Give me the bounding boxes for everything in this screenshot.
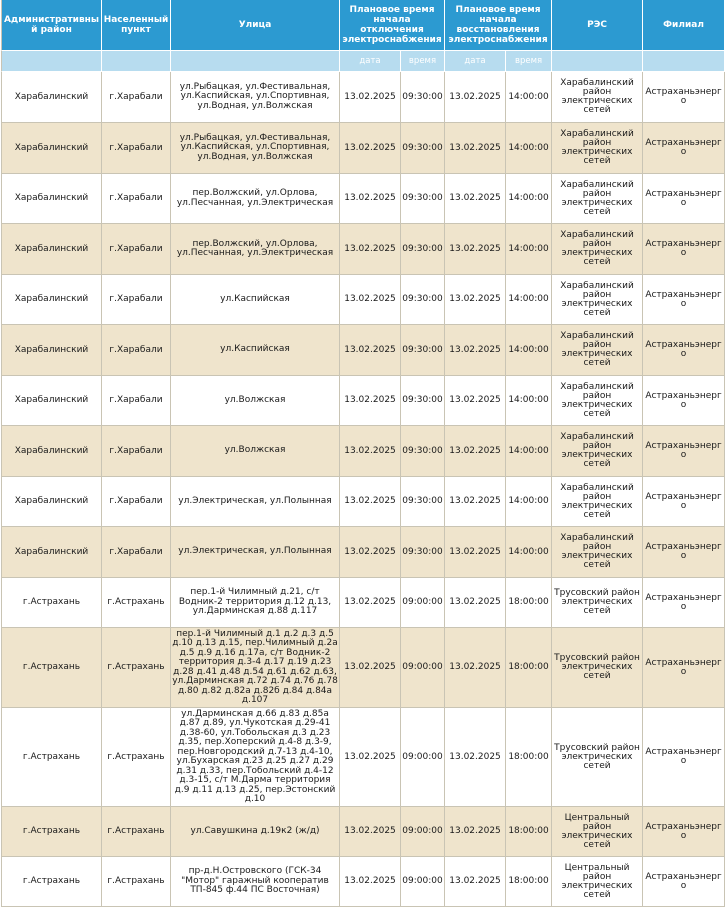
cell-street: пр-д.Н.Островского (ГСК-34 "Мотор" гаражный кооператив ТП-845 ф.44 ПС Восточная) xyxy=(171,857,340,907)
cell-district: Харабалинский xyxy=(1,376,102,426)
cell-on-time: 14:00:00 xyxy=(506,224,552,275)
cell-on-date: 13.02.2025 xyxy=(445,275,506,325)
cell-off-date: 13.02.2025 xyxy=(340,578,401,628)
cell-off-time: 09:30:00 xyxy=(401,72,445,123)
subheader-off-date: дата xyxy=(340,51,401,72)
table-row xyxy=(1,224,725,275)
cell-district: г.Астрахань xyxy=(1,807,102,857)
cell-res: Харабалинский район электрических сетей xyxy=(552,477,643,527)
cell-on-date: 13.02.2025 xyxy=(445,123,506,174)
cell-on-time: 14:00:00 xyxy=(506,123,552,174)
cell-district: Харабалинский xyxy=(1,426,102,477)
cell-district: г.Астрахань xyxy=(1,628,102,708)
cell-district: Харабалинский xyxy=(1,174,102,224)
table-row xyxy=(1,325,725,376)
cell-on-time: 14:00:00 xyxy=(506,376,552,426)
cell-locality: г.Астрахань xyxy=(102,578,171,628)
subheader-blank xyxy=(1,51,102,72)
cell-off-time: 09:00:00 xyxy=(401,578,445,628)
cell-off-time: 09:00:00 xyxy=(401,708,445,807)
cell-on-date: 13.02.2025 xyxy=(445,807,506,857)
cell-branch: Астраханьэнерго xyxy=(643,578,725,628)
cell-branch: Астраханьэнерго xyxy=(643,224,725,275)
subheader-row xyxy=(1,51,725,72)
cell-district: г.Астрахань xyxy=(1,857,102,907)
cell-branch: Астраханьэнерго xyxy=(643,376,725,426)
header-off-time: Плановое время начала отключения электроснабжения xyxy=(340,0,445,51)
cell-branch: Астраханьэнерго xyxy=(643,275,725,325)
cell-street: ул.Каспийская xyxy=(171,275,340,325)
cell-street: ул.Волжская xyxy=(171,426,340,477)
cell-on-time: 18:00:00 xyxy=(506,578,552,628)
cell-district: г.Астрахань xyxy=(1,578,102,628)
cell-street: ул.Рыбацкая, ул.Фестивальная, ул.Каспийская, ул.Спортивная, ул.Водная, ул.Волжская xyxy=(171,72,340,123)
cell-street: ул.Электрическая, ул.Полынная xyxy=(171,527,340,578)
cell-on-date: 13.02.2025 xyxy=(445,224,506,275)
table-row xyxy=(1,628,725,708)
cell-street: пер.1-й Чилимный д.21, с/т Водник-2 территория д.12 д.13, ул.Дарминская д.88 д.117 xyxy=(171,578,340,628)
table-row xyxy=(1,578,725,628)
cell-branch: Астраханьэнерго xyxy=(643,628,725,708)
cell-street: ул.Каспийская xyxy=(171,325,340,376)
cell-branch: Астраханьэнерго xyxy=(643,174,725,224)
cell-on-time: 14:00:00 xyxy=(506,527,552,578)
cell-off-date: 13.02.2025 xyxy=(340,857,401,907)
cell-branch: Астраханьэнерго xyxy=(643,123,725,174)
table-row xyxy=(1,376,725,426)
cell-on-time: 14:00:00 xyxy=(506,426,552,477)
table-row xyxy=(1,174,725,224)
cell-locality: г.Харабали xyxy=(102,325,171,376)
subheader-blank xyxy=(552,51,643,72)
cell-locality: г.Харабали xyxy=(102,275,171,325)
cell-district: Харабалинский xyxy=(1,325,102,376)
subheader-on-date: дата xyxy=(445,51,506,72)
cell-district: Харабалинский xyxy=(1,224,102,275)
cell-locality: г.Харабали xyxy=(102,174,171,224)
cell-locality: г.Астрахань xyxy=(102,628,171,708)
header-res: РЭС xyxy=(552,0,643,51)
table-row xyxy=(1,123,725,174)
cell-on-date: 13.02.2025 xyxy=(445,376,506,426)
cell-res: Харабалинский район электрических сетей xyxy=(552,174,643,224)
cell-on-date: 13.02.2025 xyxy=(445,527,506,578)
cell-locality: г.Астрахань xyxy=(102,708,171,807)
cell-locality: г.Астрахань xyxy=(102,857,171,907)
cell-district: г.Астрахань xyxy=(1,708,102,807)
cell-on-date: 13.02.2025 xyxy=(445,325,506,376)
cell-off-date: 13.02.2025 xyxy=(340,72,401,123)
cell-res: Центральный район электрических сетей xyxy=(552,857,643,907)
cell-branch: Астраханьэнерго xyxy=(643,72,725,123)
table-row xyxy=(1,426,725,477)
table-row xyxy=(1,708,725,807)
cell-street: ул.Волжская xyxy=(171,376,340,426)
cell-street: пер.1-й Чилимный д.1 д.2 д.3 д.5 д.10 д.13 д.15, пер.Чилимный д.2а д.5 д.9 д.16 д.17а, с/т Водник-2 территория д.3-4 д.17 д.19 д.23 д.28 д.41 д.48 д.54 д.61 д.62 д.63, ул.Дарминская д.72 д.74 д.76 д.78 д.80 д.82 д.82а д.82б д.84 д.84а д.107 xyxy=(171,628,340,708)
cell-on-time: 18:00:00 xyxy=(506,628,552,708)
cell-on-date: 13.02.2025 xyxy=(445,174,506,224)
cell-on-time: 14:00:00 xyxy=(506,174,552,224)
cell-off-date: 13.02.2025 xyxy=(340,807,401,857)
cell-off-time: 09:30:00 xyxy=(401,325,445,376)
cell-off-time: 09:30:00 xyxy=(401,426,445,477)
cell-off-date: 13.02.2025 xyxy=(340,123,401,174)
cell-off-time: 09:30:00 xyxy=(401,174,445,224)
cell-street: пер.Волжский, ул.Орлова, ул.Песчанная, ул.Электрическая xyxy=(171,224,340,275)
cell-res: Харабалинский район электрических сетей xyxy=(552,275,643,325)
cell-on-time: 14:00:00 xyxy=(506,477,552,527)
cell-off-date: 13.02.2025 xyxy=(340,174,401,224)
cell-on-date: 13.02.2025 xyxy=(445,857,506,907)
cell-on-time: 18:00:00 xyxy=(506,708,552,807)
subheader-off-time: время xyxy=(401,51,445,72)
table-row xyxy=(1,477,725,527)
cell-off-date: 13.02.2025 xyxy=(340,325,401,376)
cell-off-date: 13.02.2025 xyxy=(340,224,401,275)
cell-locality: г.Астрахань xyxy=(102,807,171,857)
cell-street: ул.Рыбацкая, ул.Фестивальная, ул.Каспийская, ул.Спортивная, ул.Водная, ул.Волжская xyxy=(171,123,340,174)
cell-off-time: 09:30:00 xyxy=(401,224,445,275)
cell-branch: Астраханьэнерго xyxy=(643,325,725,376)
cell-on-date: 13.02.2025 xyxy=(445,578,506,628)
cell-res: Харабалинский район электрических сетей xyxy=(552,325,643,376)
outage-table xyxy=(1,0,725,907)
cell-district: Харабалинский xyxy=(1,275,102,325)
cell-off-date: 13.02.2025 xyxy=(340,275,401,325)
table-row xyxy=(1,72,725,123)
cell-locality: г.Харабали xyxy=(102,477,171,527)
cell-district: Харабалинский xyxy=(1,123,102,174)
header-branch: Филиал xyxy=(643,0,725,51)
cell-on-date: 13.02.2025 xyxy=(445,426,506,477)
header-restore-time: Плановое время начала восстановления электроснабжения xyxy=(445,0,552,51)
cell-on-date: 13.02.2025 xyxy=(445,477,506,527)
cell-street: ул.Савушкина д.19к2 (ж/д) xyxy=(171,807,340,857)
cell-res: Центральный район электрических сетей xyxy=(552,807,643,857)
cell-res: Трусовский район электрических сетей xyxy=(552,708,643,807)
subheader-blank xyxy=(643,51,725,72)
header-locality: Населенный пункт xyxy=(102,0,171,51)
cell-district: Харабалинский xyxy=(1,477,102,527)
cell-branch: Астраханьэнерго xyxy=(643,708,725,807)
cell-off-time: 09:30:00 xyxy=(401,477,445,527)
cell-on-time: 18:00:00 xyxy=(506,857,552,907)
cell-on-date: 13.02.2025 xyxy=(445,708,506,807)
cell-on-time: 14:00:00 xyxy=(506,72,552,123)
cell-on-time: 14:00:00 xyxy=(506,325,552,376)
cell-branch: Астраханьэнерго xyxy=(643,527,725,578)
cell-street: пер.Волжский, ул.Орлова, ул.Песчанная, ул.Электрическая xyxy=(171,174,340,224)
cell-off-time: 09:00:00 xyxy=(401,807,445,857)
cell-on-time: 14:00:00 xyxy=(506,275,552,325)
cell-off-time: 09:30:00 xyxy=(401,123,445,174)
cell-locality: г.Харабали xyxy=(102,72,171,123)
cell-res: Харабалинский район электрических сетей xyxy=(552,527,643,578)
cell-locality: г.Харабали xyxy=(102,376,171,426)
cell-district: Харабалинский xyxy=(1,527,102,578)
cell-street: ул.Дарминская д.66 д.83 д.85а д.87 д.89, ул.Чукотская д.29-41 д.38-60, ул.Тобольская д.3 д.23 д.35, пер.Хоперский д.4-8 д.3-9, пер.Новгородский д.7-13 д.4-10, ул.Бухарская д.23 д.25 д.27 д.29 д.31 д.33, пер.Тобольский д.4-12 д.3-15, с/т М.Дарма территория д.9 д.11 д.13 д.25, пер.Эстонский д.10 xyxy=(171,708,340,807)
cell-res: Трусовский район электрических сетей xyxy=(552,578,643,628)
cell-off-date: 13.02.2025 xyxy=(340,426,401,477)
cell-off-date: 13.02.2025 xyxy=(340,628,401,708)
cell-off-time: 09:00:00 xyxy=(401,628,445,708)
cell-off-date: 13.02.2025 xyxy=(340,527,401,578)
header-row xyxy=(1,0,725,51)
cell-off-time: 09:30:00 xyxy=(401,527,445,578)
cell-on-time: 18:00:00 xyxy=(506,807,552,857)
cell-on-date: 13.02.2025 xyxy=(445,628,506,708)
cell-res: Харабалинский район электрических сетей xyxy=(552,224,643,275)
cell-res: Трусовский район электрических сетей xyxy=(552,628,643,708)
subheader-blank xyxy=(102,51,171,72)
table-row xyxy=(1,807,725,857)
cell-branch: Астраханьэнерго xyxy=(643,426,725,477)
table-row xyxy=(1,527,725,578)
cell-res: Харабалинский район электрических сетей xyxy=(552,426,643,477)
cell-locality: г.Харабали xyxy=(102,426,171,477)
cell-locality: г.Харабали xyxy=(102,224,171,275)
cell-off-time: 09:30:00 xyxy=(401,275,445,325)
cell-res: Харабалинский район электрических сетей xyxy=(552,123,643,174)
cell-res: Харабалинский район электрических сетей xyxy=(552,376,643,426)
cell-locality: г.Харабали xyxy=(102,123,171,174)
cell-branch: Астраханьэнерго xyxy=(643,477,725,527)
table-row xyxy=(1,857,725,907)
cell-district: Харабалинский xyxy=(1,72,102,123)
cell-off-date: 13.02.2025 xyxy=(340,376,401,426)
cell-on-date: 13.02.2025 xyxy=(445,72,506,123)
cell-branch: Астраханьэнерго xyxy=(643,857,725,907)
table-row xyxy=(1,275,725,325)
header-street: Улица xyxy=(171,0,340,51)
cell-off-time: 09:00:00 xyxy=(401,857,445,907)
header-district: Административный район xyxy=(1,0,102,51)
cell-off-date: 13.02.2025 xyxy=(340,477,401,527)
cell-off-time: 09:30:00 xyxy=(401,376,445,426)
subheader-blank xyxy=(171,51,340,72)
cell-branch: Астраханьэнерго xyxy=(643,807,725,857)
subheader-on-time: время xyxy=(506,51,552,72)
cell-locality: г.Харабали xyxy=(102,527,171,578)
cell-off-date: 13.02.2025 xyxy=(340,708,401,807)
cell-street: ул.Электрическая, ул.Полынная xyxy=(171,477,340,527)
cell-res: Харабалинский район электрических сетей xyxy=(552,72,643,123)
